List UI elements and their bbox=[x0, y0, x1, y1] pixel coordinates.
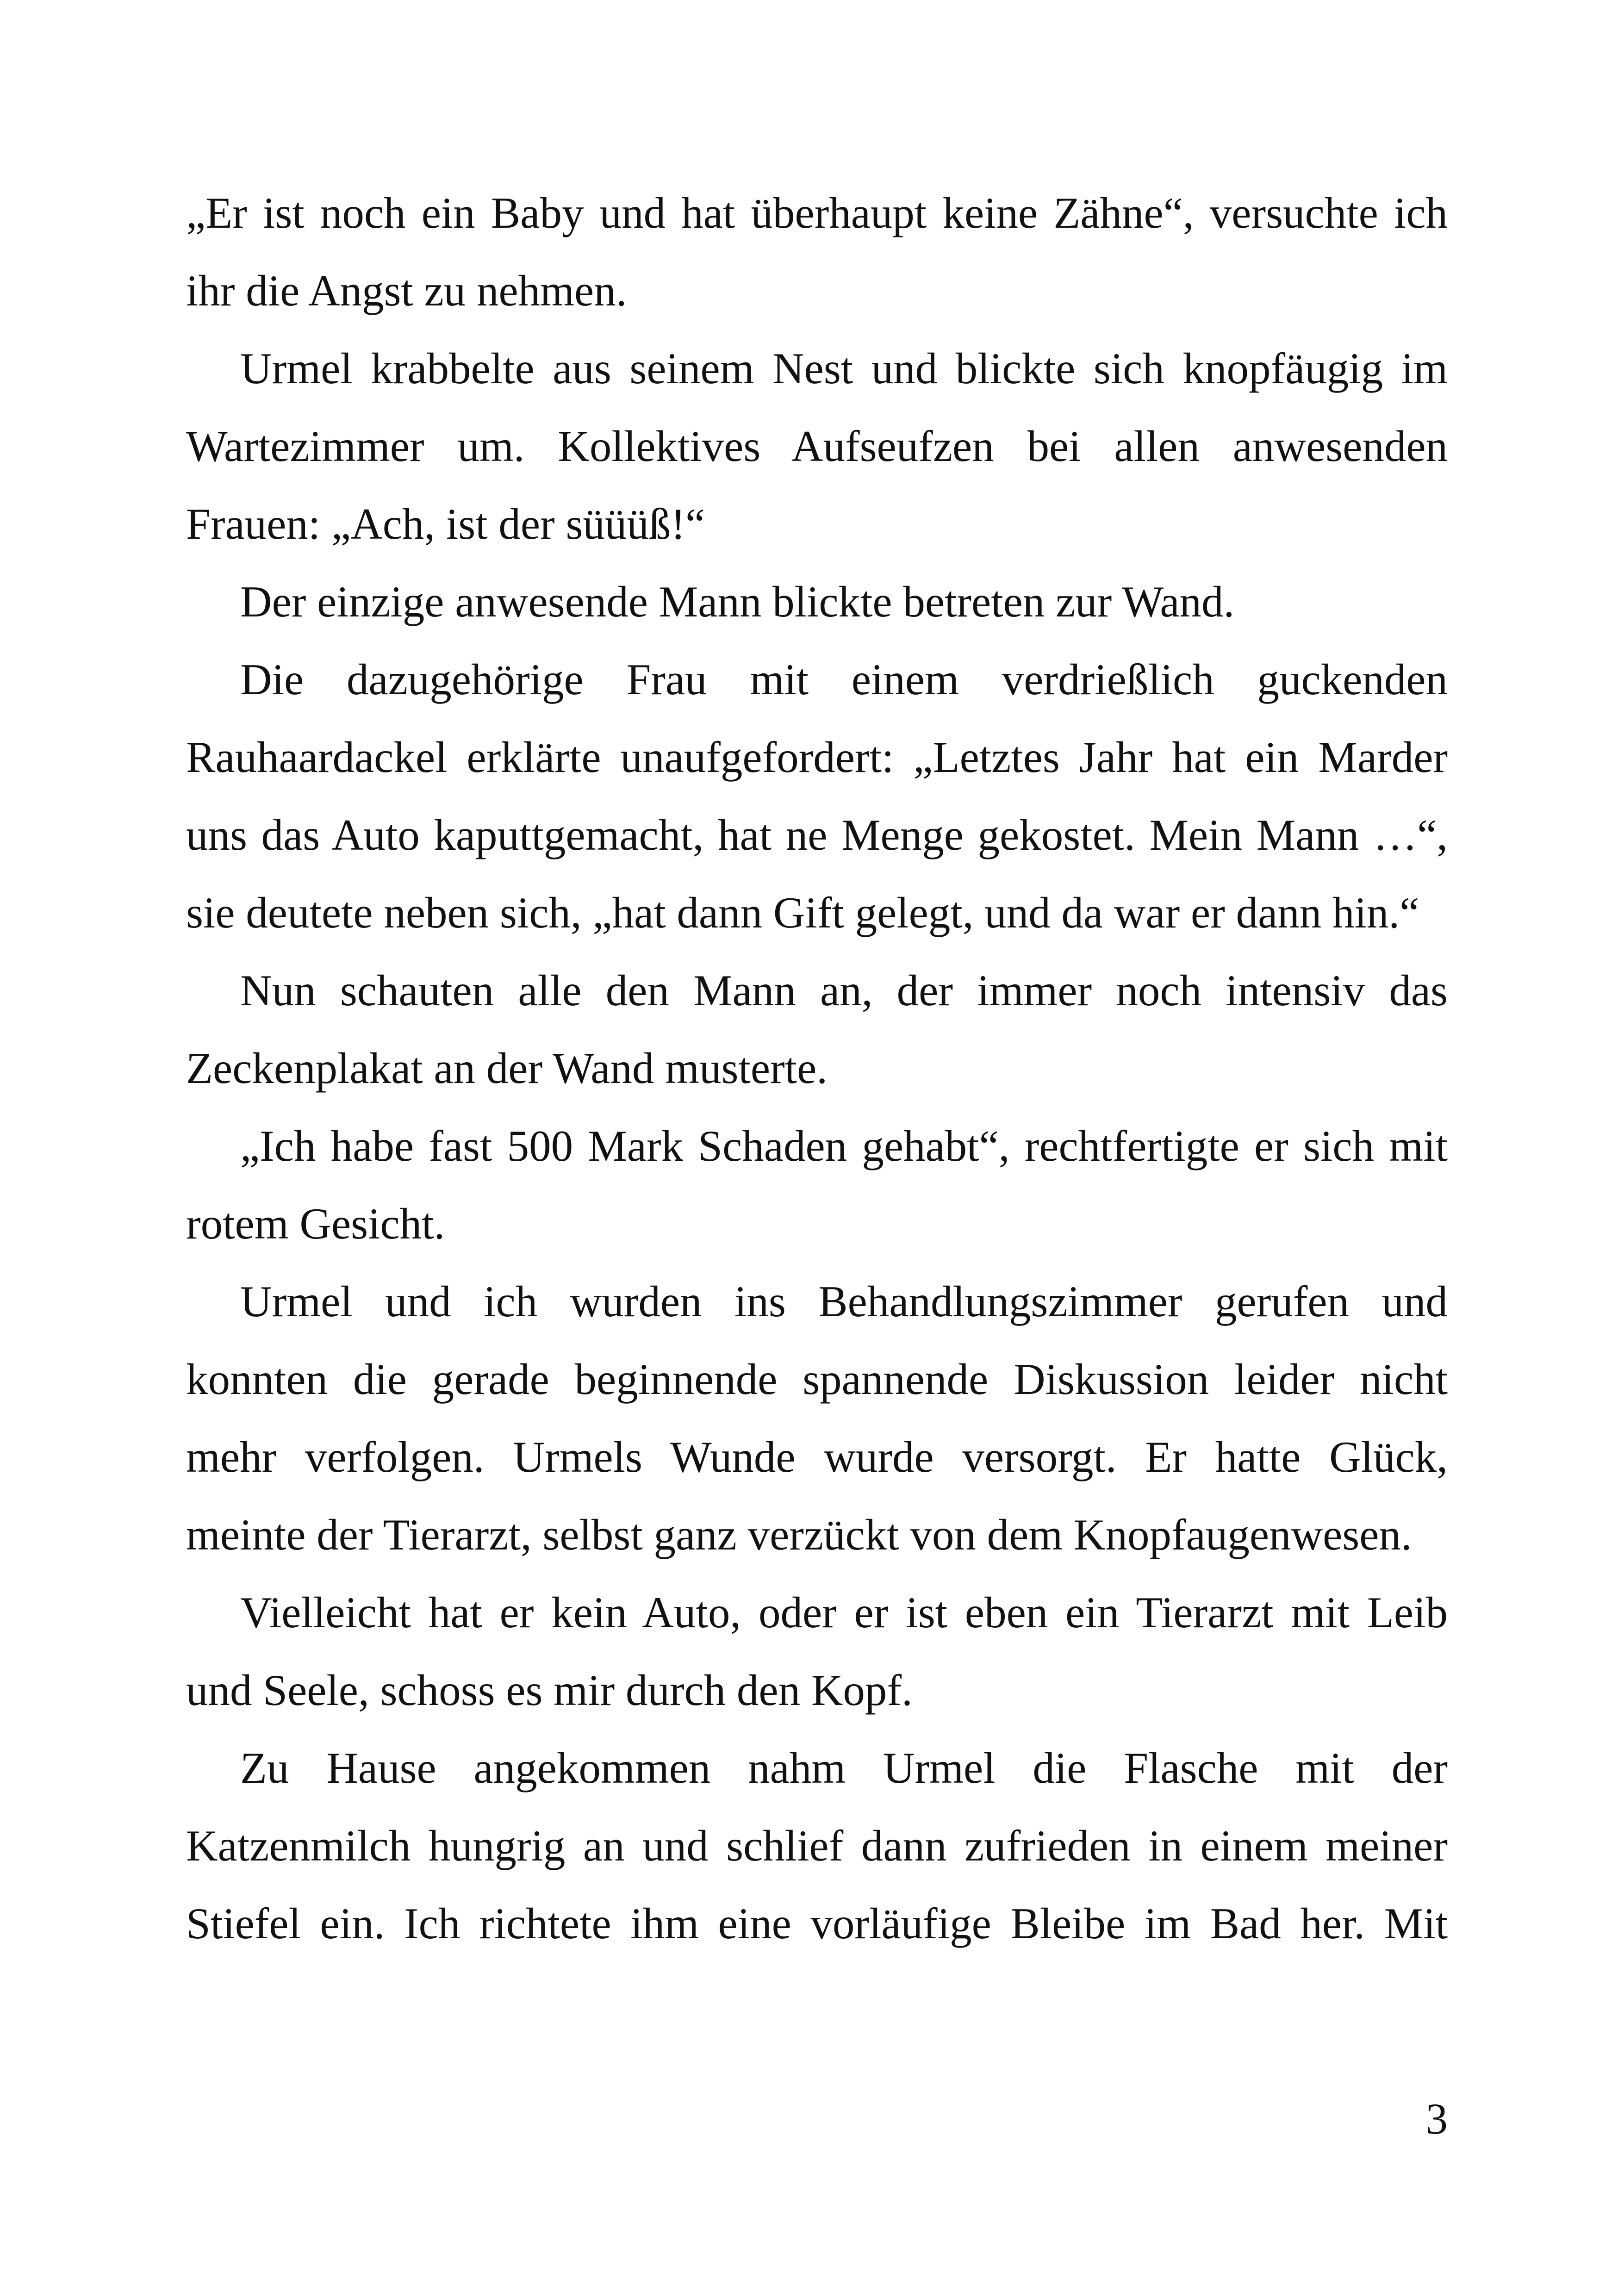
text-line: Vielleicht hat er kein Auto, oder er ist eben ein Tierarzt mit Leib bbox=[240, 1588, 1448, 1637]
text-line: Wartezimmer um. Kollektives Aufseufzen bei allen anwesenden bbox=[186, 422, 1448, 471]
text-line: Frauen: „Ach, ist der süüüß!“ bbox=[186, 499, 705, 548]
text-line: und Seele, schoss es mir durch den Kopf. bbox=[186, 1666, 913, 1715]
text-line: ihr die Angst zu nehmen. bbox=[186, 266, 627, 315]
text-line: „Ich habe fast 500 Mark Schaden gehabt“, rechtfertigte er sich mit bbox=[240, 1121, 1448, 1170]
paragraph bbox=[186, 330, 1448, 563]
paragraph bbox=[186, 563, 1448, 641]
text-line: Stiefel ein. Ich richtete ihm eine vorläufige Bleibe im Bad her. Mit bbox=[186, 1899, 1448, 1948]
text-line: meinte der Tierarzt, selbst ganz verzückt von dem Knopfaugenwesen. bbox=[186, 1510, 1412, 1559]
paragraph bbox=[186, 1729, 1448, 1962]
body-text bbox=[186, 174, 1448, 1962]
paragraph bbox=[186, 1107, 1448, 1263]
paragraph bbox=[186, 641, 1448, 952]
text-line: Urmel und ich wurden ins Behandlungszimmer gerufen und bbox=[240, 1277, 1448, 1326]
text-line: Zeckenplakat an der Wand musterte. bbox=[186, 1044, 828, 1093]
page-number: 3 bbox=[1425, 2094, 1448, 2143]
text-line: mehr verfolgen. Urmels Wunde wurde versorgt. Er hatte Glück, bbox=[186, 1432, 1448, 1481]
paragraph bbox=[186, 1263, 1448, 1574]
text-line: uns das Auto kaputtgemacht, hat ne Menge gekostet. Mein Mann …“, bbox=[186, 810, 1448, 859]
text-line: Urmel krabbelte aus seinem Nest und blickte sich knopfäugig im bbox=[240, 344, 1448, 393]
text-line: Zu Hause angekommen nahm Urmel die Flasche mit der bbox=[240, 1743, 1448, 1792]
text-line: Der einzige anwesende Mann blickte betreten zur Wand. bbox=[240, 577, 1235, 626]
text-line: Rauhaardackel erklärte unaufgefordert: „Letztes Jahr hat ein Marder bbox=[186, 733, 1448, 782]
text-line: Die dazugehörige Frau mit einem verdrießlich guckenden bbox=[240, 655, 1448, 704]
text-line: Nun schauten alle den Mann an, der immer noch intensiv das bbox=[240, 966, 1448, 1015]
paragraph bbox=[186, 174, 1448, 330]
text-line: sie deutete neben sich, „hat dann Gift gelegt, und da war er dann hin.“ bbox=[186, 888, 1419, 937]
paragraph bbox=[186, 952, 1448, 1107]
text-line: konnten die gerade beginnende spannende Diskussion leider nicht bbox=[186, 1355, 1448, 1404]
paragraph bbox=[186, 1574, 1448, 1729]
text-line: rotem Gesicht. bbox=[186, 1199, 445, 1248]
text-line: Katzenmilch hungrig an und schlief dann zufrieden in einem meiner bbox=[186, 1821, 1448, 1870]
text-line: „Er ist noch ein Baby und hat überhaupt keine Zähne“, versuchte ich bbox=[186, 188, 1448, 237]
